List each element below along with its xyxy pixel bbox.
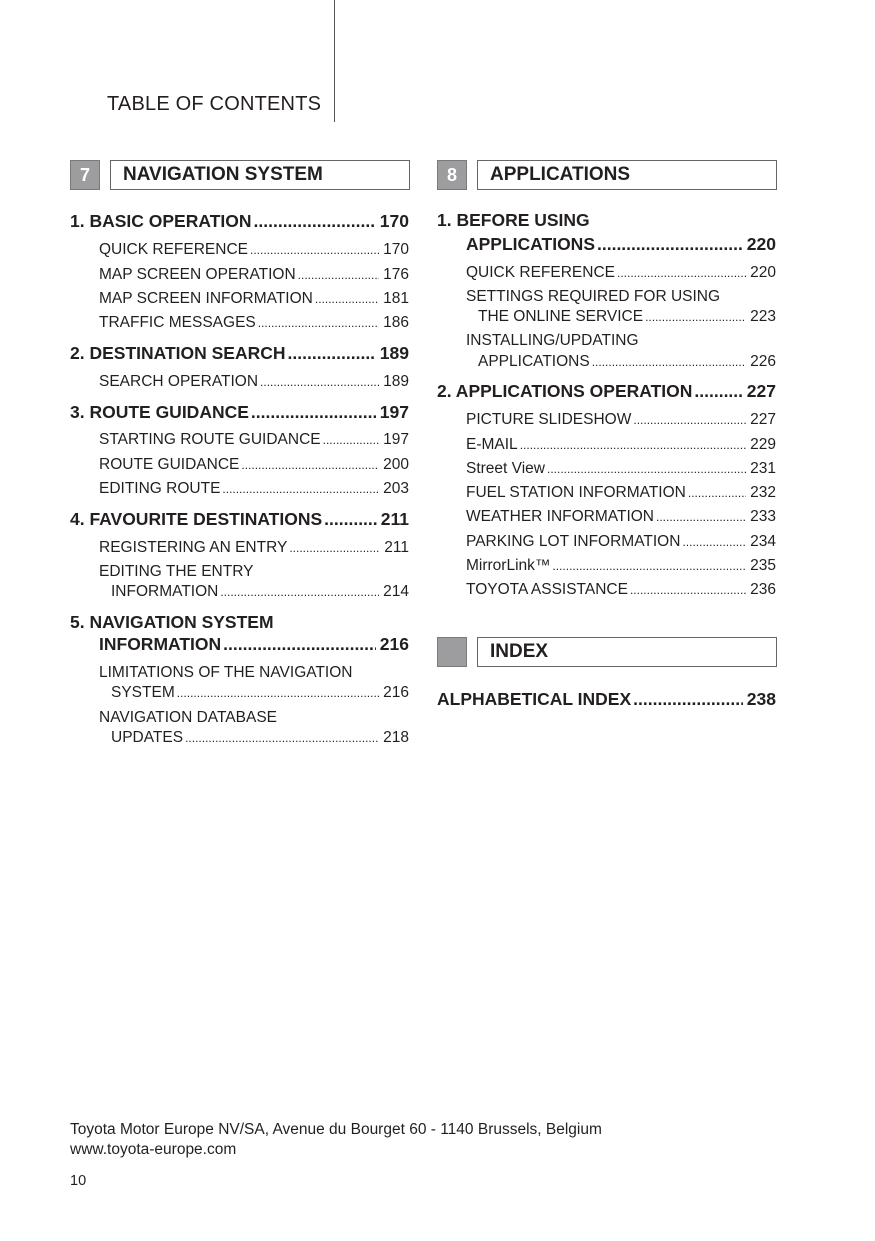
footer-address: Toyota Motor Europe NV/SA, Avenue du Bourget 60 - 1140 Brussels, Belgium — [70, 1121, 602, 1138]
section-title-navigation: NAVIGATION SYSTEM — [110, 160, 410, 190]
entry-label: MAP SCREEN INFORMATION — [99, 290, 313, 307]
page-title: TABLE OF CONTENTS — [107, 93, 322, 115]
entry-label: PARKING LOT INFORMATION — [466, 533, 681, 550]
entry-page: 197 — [379, 402, 409, 422]
toc-entry[interactable] — [466, 435, 776, 455]
toc-entry[interactable] — [466, 507, 776, 527]
toc-entry[interactable] — [437, 689, 776, 709]
toc-entry[interactable] — [478, 352, 776, 372]
toc-entry[interactable] — [478, 307, 776, 327]
entry-page: 176 — [383, 266, 409, 283]
entry-label: ALPHABETICAL INDEX — [437, 689, 632, 709]
entry-page: 232 — [750, 484, 776, 501]
entry-page: 236 — [750, 581, 776, 598]
toc-entry[interactable] — [99, 313, 409, 333]
toc-entry[interactable] — [99, 479, 409, 499]
toc-entry[interactable] — [70, 402, 409, 422]
entry-page: 186 — [383, 314, 409, 331]
entry-label: QUICK REFERENCE — [466, 264, 615, 281]
entry-label: UPDATES — [111, 729, 184, 746]
toc-entry[interactable] — [111, 582, 409, 602]
entry-page: 233 — [750, 508, 776, 525]
entry-label: QUICK REFERENCE — [99, 241, 248, 258]
entry-label: ROUTE GUIDANCE — [99, 456, 240, 473]
toc-entry[interactable] — [111, 683, 409, 703]
entry-page: 223 — [750, 308, 776, 325]
toc-entry[interactable] — [466, 556, 776, 576]
section-title-index: INDEX — [477, 637, 777, 667]
entry-page: 170 — [379, 211, 409, 231]
entry-page: 227 — [746, 381, 776, 401]
entry-page: 203 — [383, 480, 409, 497]
entry-page: 234 — [750, 533, 776, 550]
entry-label: MAP SCREEN OPERATION — [99, 266, 296, 283]
page-number: 10 — [70, 1173, 87, 1189]
entry-label: 1. BASIC OPERATION — [70, 211, 252, 231]
toc-entry[interactable] — [99, 430, 409, 450]
entry-label: THE ONLINE SERVICE — [478, 308, 644, 325]
entry-label: STARTING ROUTE GUIDANCE — [99, 431, 321, 448]
entry-page: 200 — [383, 456, 409, 473]
entry-page: 231 — [750, 460, 776, 477]
entry-label: APPLICATIONS — [478, 353, 590, 370]
toc-entry[interactable] — [99, 372, 409, 392]
toc-entry[interactable] — [466, 263, 776, 283]
footer-url: www.toyota-europe.com — [70, 1141, 237, 1158]
entry-label-line1: 1. BEFORE USING — [437, 210, 590, 230]
entry-page: 197 — [383, 431, 409, 448]
entry-label: E-MAIL — [466, 436, 518, 453]
entry-label: TOYOTA ASSISTANCE — [466, 581, 628, 598]
toc-entry[interactable] — [99, 265, 409, 285]
entry-label: 2. APPLICATIONS OPERATION — [437, 381, 693, 401]
entry-label: FUEL STATION INFORMATION — [466, 484, 686, 501]
entry-page: 235 — [750, 557, 776, 574]
toc-entry[interactable] — [111, 728, 409, 748]
entry-label: INFORMATION — [99, 634, 222, 654]
entry-label: WEATHER INFORMATION — [466, 508, 654, 525]
divider — [334, 0, 335, 122]
entry-label-line1: INSTALLING/UPDATING — [466, 332, 639, 349]
entry-label-line1: LIMITATIONS OF THE NAVIGATION — [99, 664, 353, 681]
entry-page: 216 — [383, 684, 409, 701]
toc-entry[interactable] — [70, 211, 409, 231]
section-number-8: 8 — [437, 160, 467, 190]
entry-page: 227 — [750, 411, 776, 428]
entry-page: 211 — [384, 539, 409, 556]
entry-label: APPLICATIONS — [466, 234, 595, 254]
entry-page: 211 — [380, 509, 409, 529]
entry-page: 229 — [750, 436, 776, 453]
entry-page: 220 — [746, 234, 776, 254]
section-number-index — [437, 637, 467, 667]
entry-page: 189 — [379, 343, 409, 363]
section-title-applications: APPLICATIONS — [477, 160, 777, 190]
section-number-7: 7 — [70, 160, 100, 190]
entry-page: 216 — [379, 634, 409, 654]
toc-entry[interactable] — [466, 580, 776, 600]
entry-label-line1: NAVIGATION DATABASE — [99, 709, 277, 726]
toc-entry[interactable] — [99, 240, 409, 260]
entry-label: 2. DESTINATION SEARCH — [70, 343, 286, 363]
entry-page: 226 — [750, 353, 776, 370]
entry-label: 3. ROUTE GUIDANCE — [70, 402, 249, 422]
entry-label: INFORMATION — [111, 583, 219, 600]
toc-entry[interactable] — [99, 634, 409, 654]
toc-entry[interactable] — [466, 459, 776, 479]
toc-entry[interactable] — [466, 532, 776, 552]
toc-entry[interactable] — [70, 343, 409, 363]
entry-page: 181 — [383, 290, 409, 307]
entry-page: 220 — [750, 264, 776, 281]
toc-entry[interactable] — [466, 483, 776, 503]
toc-entry[interactable] — [70, 509, 409, 529]
entry-label: REGISTERING AN ENTRY — [99, 539, 288, 556]
toc-entry[interactable] — [466, 410, 776, 430]
entry-label: 4. FAVOURITE DESTINATIONS — [70, 509, 323, 529]
entry-page: 218 — [383, 729, 409, 746]
toc-entry[interactable] — [99, 289, 409, 309]
entry-page: 189 — [383, 373, 409, 390]
entry-page: 214 — [383, 583, 409, 600]
entry-page: 170 — [383, 241, 409, 258]
entry-label-line1: 5. NAVIGATION SYSTEM — [70, 612, 274, 632]
entry-page: 238 — [746, 689, 776, 709]
entry-label: SEARCH OPERATION — [99, 373, 259, 390]
toc-entry[interactable] — [99, 538, 409, 558]
entry-label-line1: EDITING THE ENTRY — [99, 563, 254, 580]
entry-label: MirrorLink™ — [466, 557, 551, 574]
entry-label-line1: SETTINGS REQUIRED FOR USING — [466, 288, 721, 305]
toc-entry[interactable] — [437, 381, 776, 401]
entry-label: EDITING ROUTE — [99, 480, 221, 497]
entry-label: PICTURE SLIDESHOW — [466, 411, 632, 428]
entry-label: SYSTEM — [111, 684, 175, 701]
entry-label: Street View — [466, 460, 545, 477]
entry-label: TRAFFIC MESSAGES — [99, 314, 256, 331]
toc-entry[interactable] — [99, 455, 409, 475]
toc-entry[interactable] — [466, 234, 776, 254]
